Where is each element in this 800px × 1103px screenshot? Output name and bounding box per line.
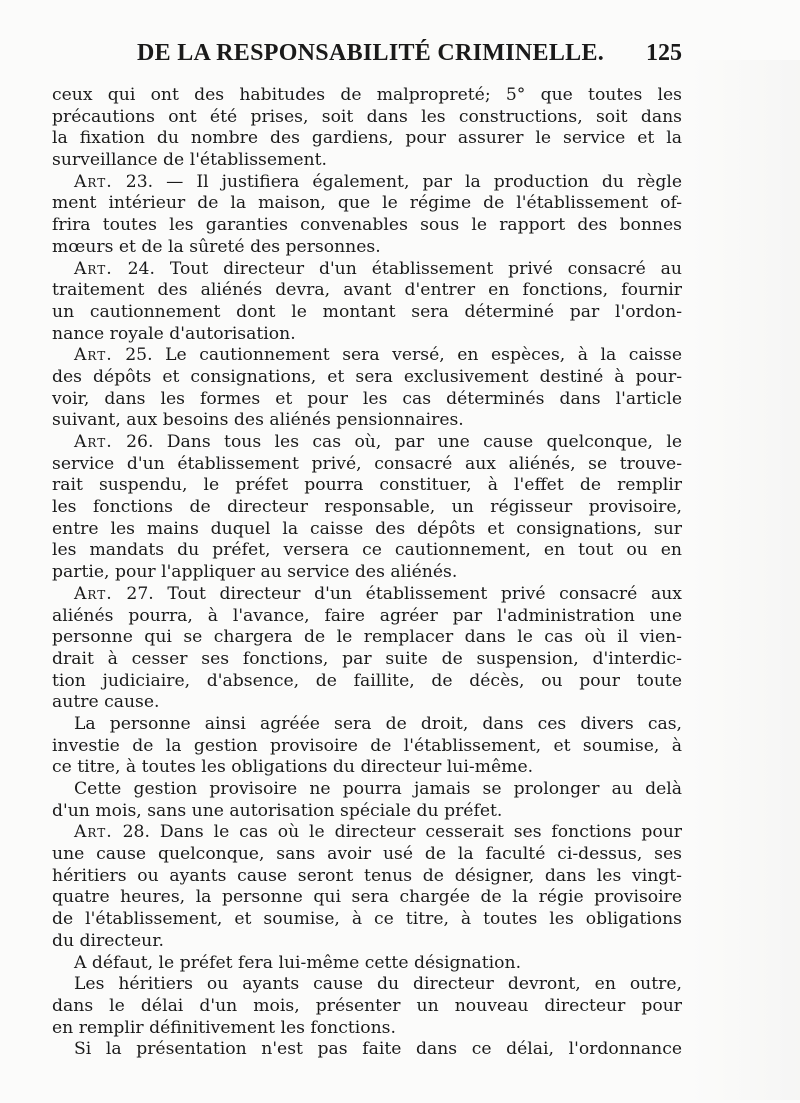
text-line [52, 974, 682, 996]
text-line [52, 172, 682, 194]
line-text: autre cause. [52, 692, 160, 713]
line-text: ce titre, à toutes les obligations du directeur lui-même. [52, 757, 534, 778]
line-text: tion judiciaire, d'absence, de faillite, de décès, ou pour toute [52, 670, 682, 691]
page-number: 125 [646, 40, 682, 66]
text-line [52, 389, 682, 411]
line-text: mœurs et de la sûreté des personnes. [52, 236, 381, 257]
line-text: un cautionnement dont le montant sera déterminé par l'ordon- [52, 301, 682, 322]
line-text: service d'un établissement privé, consacré aux aliénés, se trouve- [52, 453, 682, 474]
line-text: voir, dans les formes et pour les cas déterminés dans l'article [52, 388, 682, 409]
text-line [52, 909, 682, 931]
line-text: Les héritiers ou ayants cause du directeur devront, en outre, [74, 974, 682, 995]
line-text: surveillance de l'établissement. [52, 150, 327, 171]
text-line [52, 85, 682, 107]
article-label: Art. [74, 171, 113, 192]
line-text: 26. Dans tous les cas où, par une cause quelconque, le [126, 432, 682, 452]
show-through-shading [690, 60, 800, 1100]
text-line [52, 649, 682, 671]
text-line [52, 692, 682, 714]
article-label: Art. [74, 345, 113, 366]
line-text: dans le délai d'un mois, présenter un nouveau directeur pour [52, 995, 682, 1016]
line-text: La personne ainsi agréée sera de droit, dans ces divers cas, [74, 713, 682, 734]
line-text: en remplir définitivement les fonctions. [52, 1017, 396, 1038]
text-line [52, 302, 682, 324]
text-line [52, 606, 682, 628]
text-line [52, 736, 682, 758]
article-label: Art. [74, 432, 113, 452]
line-text: rait suspendu, le préfet pourra constituer, à l'effet de remplir [52, 475, 682, 496]
line-text: traitement des aliénés devra, avant d'entrer en fonctions, fournir [52, 280, 682, 301]
line-text: la fixation du nombre des gardiens, pour assurer le service et la [52, 128, 682, 149]
line-text: une cause quelconque, sans avoir usé de la faculté ci-dessus, ses [52, 844, 682, 865]
text-line [52, 367, 682, 389]
text-line [52, 757, 682, 779]
text-line [52, 1039, 682, 1061]
line-text: 28. Dans le cas où le directeur cesserait ses fonctions pour [122, 822, 682, 843]
page-header [52, 40, 682, 74]
text-line [52, 193, 682, 215]
line-text: 24. Tout directeur d'un établissement privé consacré au [127, 258, 682, 279]
line-text: suivant, aux besoins des aliénés pensionnaires. [52, 410, 464, 431]
text-line [52, 150, 682, 172]
line-text: précautions ont été prises, soit dans les constructions, soit dans [52, 106, 682, 127]
line-text: de l'établissement, et soumise, à ce titre, à toutes les obligations [52, 909, 682, 930]
text-line [52, 996, 682, 1018]
line-text: héritiers ou ayants cause seront tenus de désigner, dans les vingt- [52, 865, 682, 886]
line-text: Si la présentation n'est pas faite dans ce délai, l'ordonnance [74, 1039, 682, 1060]
line-text: A défaut, le préfet fera lui-même cette désignation. [74, 952, 522, 973]
text-line [52, 497, 682, 519]
text-line [52, 107, 682, 129]
line-text: d'un mois, sans une autorisation spéciale du préfet. [52, 800, 503, 821]
text-line [52, 866, 682, 888]
line-text: personne qui se chargera de le remplacer dans le cas où il vien- [52, 627, 682, 648]
article-label: Art. [74, 583, 113, 604]
line-text: nance royale d'autorisation. [52, 323, 296, 344]
line-text: partie, pour l'appliquer au service des aliénés. [52, 562, 458, 583]
text-line [52, 410, 682, 432]
text-line [52, 627, 682, 649]
line-text: du directeur. [52, 930, 164, 951]
line-text: les fonctions de directeur responsable, un régisseur provisoire, [52, 497, 682, 518]
text-line [52, 519, 682, 541]
text-line [52, 345, 682, 367]
text-line [52, 671, 682, 693]
body-text [52, 85, 682, 1061]
line-text: ment intérieur de la maison, que le régime de l'établissement of- [52, 193, 682, 214]
line-text: quatre heures, la personne qui sera chargée de la régie provisoire [52, 887, 682, 908]
text-line [52, 779, 682, 801]
line-text: frira toutes les garanties convenables sous le rapport des bonnes [52, 215, 682, 236]
text-line [52, 844, 682, 866]
line-text: 23. — Il justifiera également, par la production du règle [125, 171, 683, 192]
line-text: 25. Le cautionnement sera versé, en espèces, à la caisse [125, 345, 682, 366]
article-label: Art. [74, 258, 113, 279]
text-line [52, 237, 682, 259]
running-title: DE LA RESPONSABILITÉ CRIMINELLE. [137, 40, 605, 66]
text-line [52, 432, 682, 454]
line-text: les mandats du préfet, versera ce cautionnement, en tout ou en [52, 540, 682, 561]
line-text: ceux qui ont des habitudes de malpropreté; 5° que toutes les [52, 85, 682, 105]
line-text: entre les mains duquel la caisse des dépôts et consignations, sur [52, 518, 682, 539]
text-line [52, 454, 682, 476]
text-line [52, 215, 682, 237]
text-line [52, 475, 682, 497]
text-line [52, 562, 682, 584]
text-line [52, 953, 682, 975]
text-line [52, 714, 682, 736]
text-line [52, 801, 682, 823]
text-line [52, 128, 682, 150]
text-line [52, 324, 682, 346]
text-line [52, 1018, 682, 1040]
line-text: investie de la gestion provisoire de l'établissement, et soumise, à [52, 735, 682, 756]
line-text: aliénés pourra, à l'avance, faire agréer par l'administration une [52, 605, 682, 626]
text-line [52, 584, 682, 606]
article-label: Art. [74, 822, 113, 843]
line-text: Cette gestion provisoire ne pourra jamais se prolonger au delà [74, 779, 682, 799]
line-text: drait à cesser ses fonctions, par suite de suspension, d'interdic- [52, 648, 682, 669]
text-line [52, 540, 682, 562]
text-line [52, 931, 682, 953]
text-line [52, 259, 682, 281]
text-line [52, 887, 682, 909]
text-line [52, 280, 682, 302]
line-text: des dépôts et consignations, et sera exclusivement destiné à pour- [52, 366, 682, 387]
line-text: 27. Tout directeur d'un établissement privé consacré aux [126, 583, 682, 604]
text-line [52, 822, 682, 844]
